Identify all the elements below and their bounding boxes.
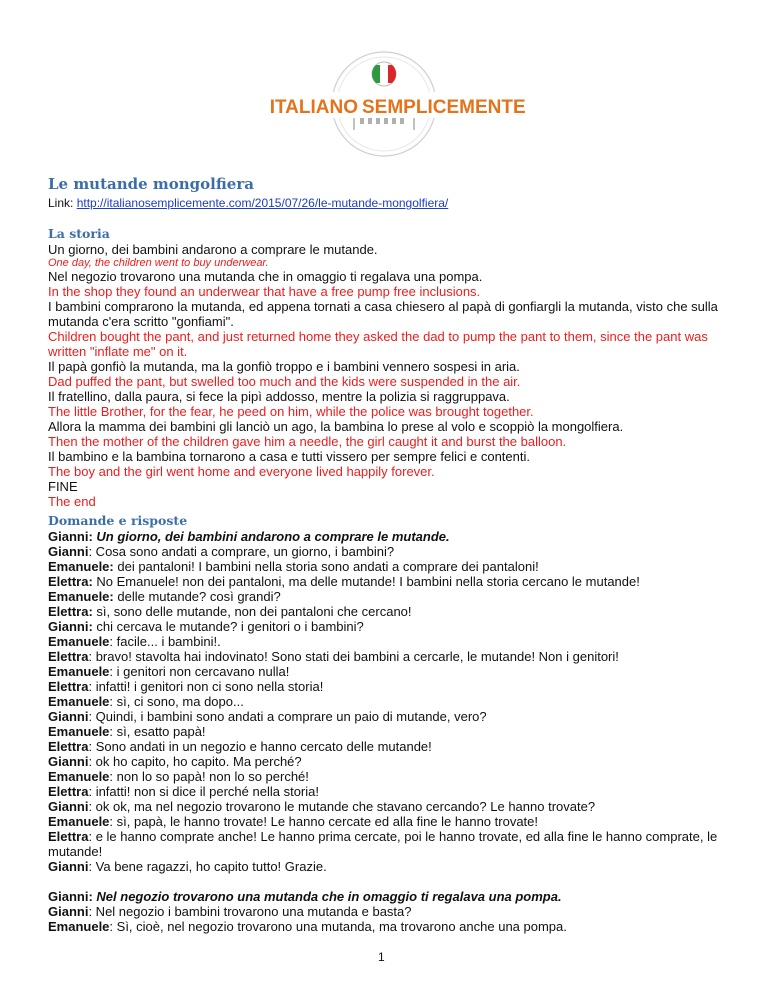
dialogue-line <box>48 634 730 649</box>
dialogue-line <box>48 544 730 559</box>
speaker-name: Gianni <box>48 904 89 919</box>
story-line-italian: Il fratellino, dalla paura, si fece la pipì addosso, mentre la polizia si raggruppava. <box>48 389 510 404</box>
story-line-english: Then the mother of the children gave him a needle, the girl caught it and burst the balloon. <box>48 434 567 449</box>
story-line-italian: FINE <box>48 479 78 494</box>
story-line-italian: Allora la mamma dei bambini gli lanciò un ago, la bambina lo prese al volo e scoppiò la mongolfiera. <box>48 419 624 434</box>
speaker-name: Gianni: <box>48 889 93 904</box>
dialogue-line <box>48 754 730 769</box>
qa-heading: Domande e risposte <box>48 513 188 528</box>
dialogue-line <box>48 784 730 799</box>
speaker-name: Gianni <box>48 799 89 814</box>
dialogue-line <box>48 919 730 934</box>
dialogue-text: : i genitori non cercavano nulla! <box>109 664 290 679</box>
dialogue-text: : sì, papà, le hanno trovate! Le hanno cercate ed alla fine le hanno trovate! <box>109 814 538 829</box>
dialogue-line <box>48 904 730 919</box>
dialogue-text: : sì, esatto papà! <box>109 724 206 739</box>
dialogue-text: : infatti! i genitori non ci sono nella storia! <box>88 679 324 694</box>
speaker-name: Gianni <box>48 544 89 559</box>
speaker-name: Emanuele: <box>48 589 114 604</box>
speaker-name: Emanuele <box>48 634 110 649</box>
dialogue-text: sì, sono delle mutande, non dei pantaloni che cercano! <box>92 604 412 619</box>
qa-lines <box>48 529 730 874</box>
dialogue-text: : Sì, cioè, nel negozio trovarono una mutanda, ma trovarono anche una pompa. <box>109 919 567 934</box>
dialogue-text: : Nel negozio i bambini trovarono una mutanda e basta? <box>88 904 412 919</box>
dialogue-text: dei pantaloni! I bambini nella storia sono andati a comprare dei pantaloni! <box>113 559 539 574</box>
dialogue-line <box>48 739 730 754</box>
dialogue-line <box>48 829 730 859</box>
speaker-name: Emanuele <box>48 919 110 934</box>
dialogue-text: No Emanuele! non dei pantaloni, ma delle mutande! I bambini nella storia cercano le mutande! <box>92 574 640 589</box>
dialogue-line <box>48 619 730 634</box>
dialogue-line <box>48 604 730 619</box>
dialogue-text: : non lo so papà! non lo so perché! <box>109 769 309 784</box>
logo-graphic <box>269 52 526 156</box>
link-line <box>48 196 448 210</box>
dialogue-text: : ok ok, ma nel negozio trovarono le mutande che stavano cercando? Le hanno trovate? <box>88 799 596 814</box>
story-line-english: Children bought the pant, and just returned home they asked the dad to pump the pant to them, since the pant was written "inflate me" on it. <box>48 329 708 359</box>
qa-lines-second <box>48 889 730 934</box>
dialogue-line <box>48 529 730 544</box>
dialogue-text: delle mutande? così grandi? <box>113 589 281 604</box>
dialogue-text: : e le hanno comprate anche! Le hanno prima cercate, poi le hanno trovate, ed alla fine le hanno comprate, le mutande! <box>48 829 718 859</box>
dialogue-text: Nel negozio trovarono una mutanda che in omaggio ti regalava una pompa. <box>96 889 562 904</box>
dialogue-text: : Cosa sono andati a comprare, un giorno, i bambini? <box>88 544 395 559</box>
dialogue-text: : Quindi, i bambini sono andati a comprare un paio di mutande, vero? <box>88 709 487 724</box>
speaker-name: Elettra <box>48 679 89 694</box>
speaker-name: Emanuele <box>48 724 110 739</box>
dialogue-line <box>48 664 730 679</box>
dialogue-line <box>48 649 730 664</box>
qa-section <box>48 529 730 934</box>
speaker-name: Emanuele: <box>48 559 114 574</box>
speaker-name: Elettra: <box>48 604 93 619</box>
story-line-english: Dad puffed the pant, but swelled too much and the kids were suspended in the air. <box>48 374 521 389</box>
logo-text-right: SEMPLICEMENTE <box>362 97 526 118</box>
dialogue-line <box>48 889 730 904</box>
story-lines <box>48 269 730 509</box>
dialogue-line <box>48 709 730 724</box>
dialogue-line <box>48 799 730 814</box>
story-line-english: The end <box>48 494 96 509</box>
dialogue-line <box>48 559 730 574</box>
speaker-name: Gianni: <box>48 619 93 634</box>
dialogue-line <box>48 724 730 739</box>
speaker-name: Elettra <box>48 649 89 664</box>
story-line-italian: Il bambino e la bambina tornarono a casa e tutti vissero per sempre felici e contenti. <box>48 449 530 464</box>
dialogue-line <box>48 859 730 874</box>
story-line-english: The boy and the girl went home and everyone lived happily forever. <box>48 464 435 479</box>
dialogue-text: : bravo! stavolta hai indovinato! Sono stati dei bambini a cercarle, le mutande! Non i genitori! <box>88 649 619 664</box>
speaker-name: Gianni: <box>48 529 93 544</box>
dialogue-text: : facile... i bambini!. <box>109 634 221 649</box>
dialogue-text: : ok ho capito, ho capito. Ma perché? <box>88 754 302 769</box>
speaker-name: Gianni <box>48 754 89 769</box>
dialogue-line <box>48 769 730 784</box>
dialogue-line <box>48 574 730 589</box>
dialogue-line <box>48 694 730 709</box>
link-label: Link: <box>48 196 74 210</box>
speaker-name: Emanuele <box>48 769 110 784</box>
dialogue-text: : sì, ci sono, ma dopo... <box>109 694 244 709</box>
speaker-name: Emanuele <box>48 814 110 829</box>
dialogue-line <box>48 589 730 604</box>
page-title: Le mutande mongolfiera <box>48 175 254 193</box>
speaker-name: Emanuele <box>48 694 110 709</box>
article-link[interactable]: http://italianosemplicemente.com/2015/07/26/le-mutande-mongolfiera/ <box>76 196 449 210</box>
speaker-name: Emanuele <box>48 664 110 679</box>
speaker-name: Elettra: <box>48 574 93 589</box>
dialogue-text: : Sono andati in un negozio e hanno cercato delle mutande! <box>88 739 432 754</box>
story-first-italian: Un giorno, dei bambini andarono a comprare le mutande. <box>48 242 378 257</box>
italiano-semplicemente-logo <box>269 52 526 156</box>
story-line-english: In the shop they found an underwear that have a free pump free inclusions. <box>48 284 481 299</box>
logo-text-left: ITALIANO <box>269 97 358 118</box>
story-line-italian: Nel negozio trovarono una mutanda che in omaggio ti regalava una pompa. <box>48 269 483 284</box>
speaker-name: Elettra <box>48 829 89 844</box>
story-line-english: The little Brother, for the fear, he peed on him, while the police was brought together. <box>48 404 534 419</box>
story-section <box>48 242 730 509</box>
story-line-italian: I bambini comprarono la mutanda, ed appena tornati a casa chiesero al papà di gonfiargli la mutanda, visto che sulla mutanda c'era scritto "gonfiami". <box>48 299 718 329</box>
speaker-name: Gianni <box>48 859 89 874</box>
dialogue-text: chi cercava le mutande? i genitori o i bambini? <box>92 619 364 634</box>
story-line-italian: Il papà gonfiò la mutanda, ma la gonfiò troppo e i bambini vennero sospesi in aria. <box>48 359 520 374</box>
speaker-name: Gianni <box>48 709 89 724</box>
dialogue-text: : infatti! non si dice il perché nella storia! <box>88 784 319 799</box>
speaker-name: Elettra <box>48 784 89 799</box>
story-first-english: One day, the children went to buy underwear. <box>48 257 269 269</box>
dialogue-line <box>48 814 730 829</box>
dialogue-text: : Va bene ragazzi, ho capito tutto! Grazie. <box>88 859 327 874</box>
dialogue-line <box>48 679 730 694</box>
dialogue-text: Un giorno, dei bambini andarono a comprare le mutande. <box>96 529 450 544</box>
speaker-name: Elettra <box>48 739 89 754</box>
story-heading: La storia <box>48 226 110 241</box>
page-number: 1 <box>378 950 385 964</box>
